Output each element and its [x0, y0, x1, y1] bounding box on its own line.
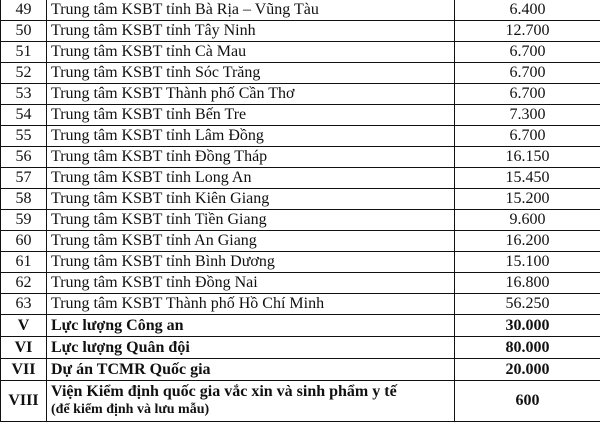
row-number: 60	[1, 231, 47, 252]
section-row	[1, 315, 600, 337]
section-number: VII	[1, 359, 47, 381]
row-number: 49	[1, 0, 47, 21]
table-row	[1, 189, 600, 210]
unit-name: Trung tâm KSBT Thành phố Cần Thơ	[47, 84, 455, 105]
row-number: 61	[1, 252, 47, 273]
table-row	[1, 0, 600, 21]
unit-name: Trung tâm KSBT Thành phố Hồ Chí Minh	[47, 294, 455, 315]
table-row	[1, 84, 600, 105]
row-number: 63	[1, 294, 47, 315]
section-number: VIII	[1, 381, 47, 422]
row-number: 55	[1, 126, 47, 147]
dose-quantity: 16.150	[455, 147, 600, 168]
dose-quantity: 7.300	[455, 105, 600, 126]
section-quantity: 80.000	[455, 337, 600, 359]
unit-name: Trung tâm KSBT tỉnh Sóc Trăng	[47, 63, 455, 84]
unit-name: Trung tâm KSBT tỉnh Long An	[47, 168, 455, 189]
unit-name: Trung tâm KSBT tỉnh Kiên Giang	[47, 189, 455, 210]
unit-name: Trung tâm KSBT tỉnh Tiền Giang	[47, 210, 455, 231]
dose-quantity: 6.700	[455, 126, 600, 147]
unit-name: Trung tâm KSBT tỉnh Đồng Nai	[47, 273, 455, 294]
section-row	[1, 359, 600, 381]
section-note: (để kiểm định và lưu mẫu)	[51, 402, 210, 417]
table-row	[1, 210, 600, 231]
unit-name: Trung tâm KSBT tỉnh Lâm Đồng	[47, 126, 455, 147]
unit-name: Trung tâm KSBT tỉnh Cà Mau	[47, 42, 455, 63]
section-name-cell	[47, 381, 455, 422]
dose-quantity: 15.100	[455, 252, 600, 273]
table-row	[1, 231, 600, 252]
section-quantity: 600	[455, 381, 600, 422]
section-name: Lực lượng Quân đội	[47, 337, 455, 359]
table-row	[1, 105, 600, 126]
row-number: 59	[1, 210, 47, 231]
row-number: 58	[1, 189, 47, 210]
dose-quantity: 6.700	[455, 63, 600, 84]
row-number: 52	[1, 63, 47, 84]
row-number: 62	[1, 273, 47, 294]
row-number: 50	[1, 21, 47, 42]
unit-name: Trung tâm KSBT tỉnh Tây Ninh	[47, 21, 455, 42]
dose-quantity: 16.200	[455, 231, 600, 252]
dose-quantity: 6.700	[455, 42, 600, 63]
unit-name: Trung tâm KSBT tỉnh Bà Rịa – Vũng Tàu	[47, 0, 455, 21]
row-number: 56	[1, 147, 47, 168]
dose-quantity: 16.800	[455, 273, 600, 294]
row-number: 51	[1, 42, 47, 63]
section-name: Dự án TCMR Quốc gia	[47, 359, 455, 381]
table-row	[1, 21, 600, 42]
section-quantity: 20.000	[455, 359, 600, 381]
table-row	[1, 147, 600, 168]
table-row	[1, 294, 600, 315]
unit-name: Trung tâm KSBT tỉnh An Giang	[47, 231, 455, 252]
dose-quantity: 15.200	[455, 189, 600, 210]
row-number: 53	[1, 84, 47, 105]
table-row	[1, 168, 600, 189]
section-number: VI	[1, 337, 47, 359]
unit-name: Trung tâm KSBT tỉnh Bến Tre	[47, 105, 455, 126]
dose-quantity: 6.700	[455, 84, 600, 105]
unit-name: Trung tâm KSBT tỉnh Đồng Tháp	[47, 147, 455, 168]
dose-quantity: 15.450	[455, 168, 600, 189]
table-row	[1, 63, 600, 84]
dose-quantity: 56.250	[455, 294, 600, 315]
row-number: 54	[1, 105, 47, 126]
table-row	[1, 126, 600, 147]
section-quantity: 30.000	[455, 315, 600, 337]
section-number: V	[1, 315, 47, 337]
section-name: Viện Kiểm định quốc gia vắc xin và sinh phẩm y tế	[51, 383, 397, 400]
section-row	[1, 381, 600, 422]
dose-quantity: 9.600	[455, 210, 600, 231]
section-row	[1, 337, 600, 359]
row-number: 57	[1, 168, 47, 189]
dose-quantity: 12.700	[455, 21, 600, 42]
table-row	[1, 252, 600, 273]
table-row	[1, 42, 600, 63]
unit-name: Trung tâm KSBT tỉnh Bình Dương	[47, 252, 455, 273]
dose-quantity: 6.400	[455, 0, 600, 21]
section-name: Lực lượng Công an	[47, 315, 455, 337]
table-row	[1, 273, 600, 294]
